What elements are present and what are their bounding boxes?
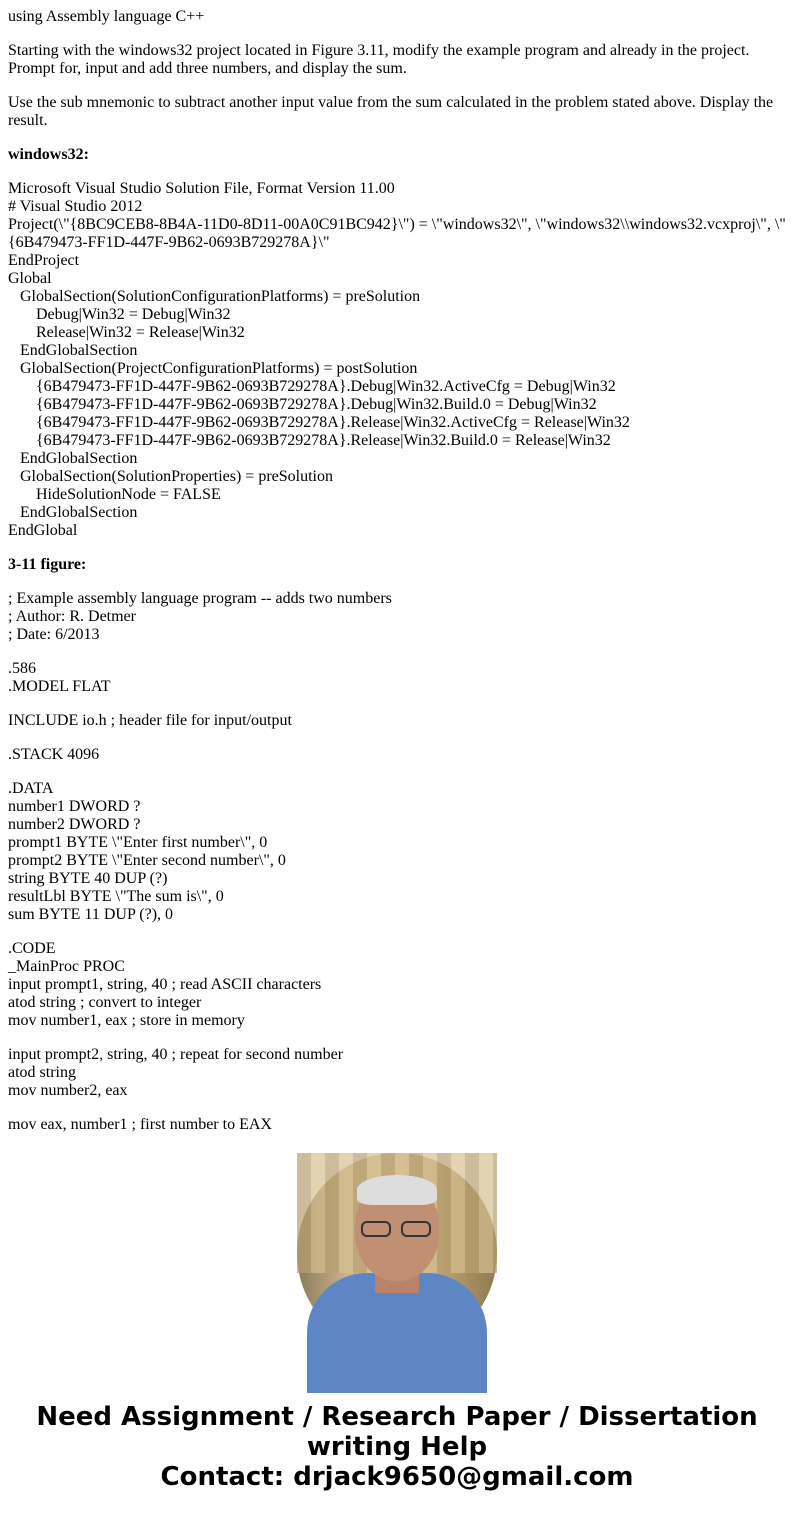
code-block (8, 780, 788, 924)
code-line: _MainProc PROC (8, 958, 125, 975)
code-line: .STACK 4096 (8, 746, 100, 763)
code-line: input prompt1, string, 40 ; read ASCII characters (8, 976, 322, 993)
promo-line: Need Assignment / Research Paper / Dissertation writing Help (36, 1402, 758, 1462)
solution-line: {6B479473-FF1D-447F-9B62-0693B729278A}.Release|Win32.Build.0 = Release|Win32 (36, 432, 611, 449)
glasses-icon (361, 1221, 433, 1237)
code-block (8, 660, 788, 696)
promo-footer (0, 1402, 794, 1492)
code-line: .586 (8, 660, 36, 677)
question-title: using Assembly language C++ (8, 8, 205, 25)
solution-line: GlobalSection(SolutionProperties) = preSolution (20, 468, 333, 485)
code-line: atod string (8, 1064, 76, 1081)
code-line: ; Author: R. Detmer (8, 608, 136, 625)
solution-line: Project(\"{8BC9CEB8-8B4A-11D0-8D11-00A0C91BC942}\") = \"windows32\", \"windows32\\windows32.vcxproj\", \"{6B479473-FF1D-447F-9B62-0693B729278A}\" (8, 216, 786, 251)
solution-line: {6B479473-FF1D-447F-9B62-0693B729278A}.Debug|Win32.ActiveCfg = Debug|Win32 (36, 378, 616, 395)
windows32-heading: windows32: (8, 146, 89, 163)
solution-line: EndGlobalSection (20, 342, 138, 359)
contact-line: Contact: drjack9650@gmail.com (160, 1462, 634, 1492)
solution-line: # Visual Studio 2012 (8, 198, 143, 215)
solution-line: Release|Win32 = Release|Win32 (36, 324, 245, 341)
solution-line: {6B479473-FF1D-447F-9B62-0693B729278A}.Debug|Win32.Build.0 = Debug|Win32 (36, 396, 597, 413)
figure-heading: 3-11 figure: (8, 556, 87, 573)
solution-line: EndGlobal (8, 522, 78, 539)
code-line: resultLbl BYTE \"The sum is\", 0 (8, 888, 224, 905)
solution-file-content (8, 180, 788, 540)
code-line: number1 DWORD ? (8, 798, 141, 815)
code-line: .DATA (8, 780, 54, 797)
solution-line: GlobalSection(SolutionConfigurationPlatforms) = preSolution (20, 288, 421, 305)
solution-line: GlobalSection(ProjectConfigurationPlatforms) = postSolution (20, 360, 418, 377)
solution-line: HideSolutionNode = FALSE (36, 486, 221, 503)
code-line: number2 DWORD ? (8, 816, 141, 833)
code-line: mov eax, number1 ; first number to EAX (8, 1116, 272, 1133)
code-block (8, 590, 788, 644)
solution-line: EndGlobalSection (20, 450, 138, 467)
code-line: sum BYTE 11 DUP (?), 0 (8, 906, 174, 923)
code-line: atod string ; convert to integer (8, 994, 202, 1011)
code-line: input prompt2, string, 40 ; repeat for second number (8, 1046, 344, 1063)
code-line: mov number2, eax (8, 1082, 128, 1099)
code-line: .CODE (8, 940, 56, 957)
code-block (8, 712, 788, 730)
code-line: prompt2 BYTE \"Enter second number\", 0 (8, 852, 286, 869)
solution-line: EndGlobalSection (20, 504, 138, 521)
question-paragraph-1: Starting with the windows32 project located in Figure 3.11, modify the example program and already in the project. Prompt for, input and add three numbers, and display the sum. (8, 42, 750, 77)
code-line: prompt1 BYTE \"Enter first number\", 0 (8, 834, 268, 851)
solution-line: Global (8, 270, 52, 287)
solution-line: {6B479473-FF1D-447F-9B62-0693B729278A}.Release|Win32.ActiveCfg = Release|Win32 (36, 414, 630, 431)
code-block (8, 1046, 788, 1100)
solution-line: Microsoft Visual Studio Solution File, Format Version 11.00 (8, 180, 395, 197)
code-block (8, 746, 788, 764)
author-photo (297, 1153, 497, 1353)
code-block (8, 940, 788, 1030)
document-body (8, 0, 788, 1133)
code-line: INCLUDE io.h ; header file for input/output (8, 712, 292, 729)
solution-line: EndProject (8, 252, 80, 269)
code-line: string BYTE 40 DUP (?) (8, 870, 168, 887)
code-line: ; Date: 6/2013 (8, 626, 100, 643)
code-block (8, 1116, 788, 1134)
code-line: mov number1, eax ; store in memory (8, 1012, 245, 1029)
solution-line: Debug|Win32 = Debug|Win32 (36, 306, 231, 323)
question-paragraph-2: Use the sub mnemonic to subtract another input value from the sum calculated in the problem stated above. Display the result. (8, 94, 774, 129)
code-line: .MODEL FLAT (8, 678, 111, 695)
figure-code (8, 590, 788, 1134)
code-line: ; Example assembly language program -- adds two numbers (8, 590, 392, 607)
